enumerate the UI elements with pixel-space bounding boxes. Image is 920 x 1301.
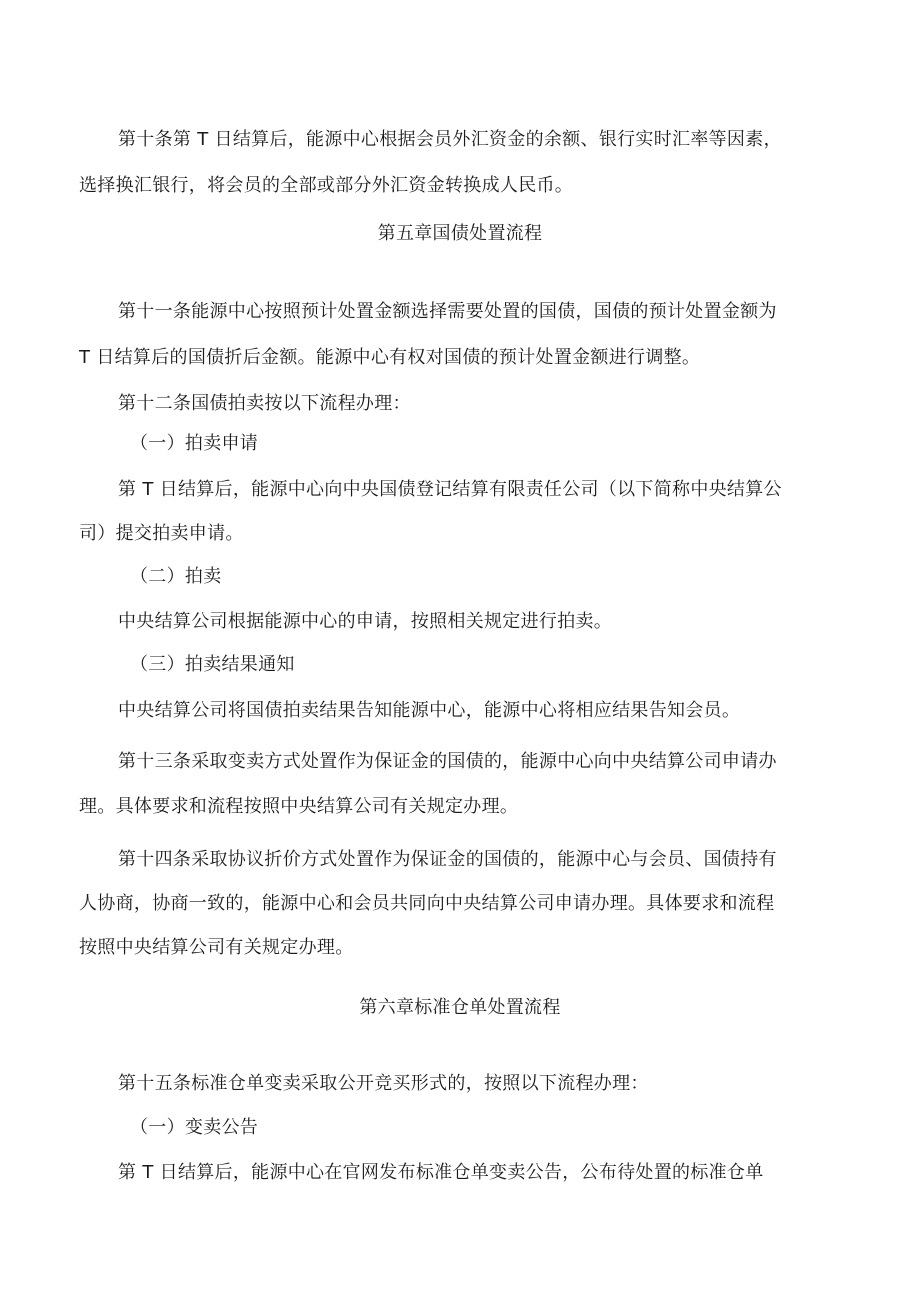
article-14-line-3: 按照中央结算公司有关规定办理。 bbox=[79, 937, 354, 958]
article-10-line-2: 选择换汇银行，将会员的全部或部分外汇资金转换成人民币。 bbox=[79, 175, 574, 196]
article-14-line-1: 第十四条采取协议折价方式处置作为保证金的国债的，能源中心与会员、国债持有 bbox=[118, 849, 777, 870]
chapter-5-title: 第五章国债处置流程 bbox=[377, 223, 543, 244]
article-15-line-1: 第十五条标准仓单变卖采取公开竞买形式的，按照以下流程办理： bbox=[118, 1073, 649, 1094]
article-12-sub-1-line-1: 第 T 日结算后，能源中心向中央国债登记结算有限责任公司（以下简称中央结算公 bbox=[118, 479, 782, 500]
chapter-6-title: 第六章标准仓单处置流程 bbox=[359, 997, 561, 1018]
article-15-sub-1-title: （一）变卖公告 bbox=[130, 1117, 259, 1138]
article-12-sub-3-line-1: 中央结算公司将国债拍卖结果告知能源中心，能源中心将相应结果告知会员。 bbox=[118, 700, 741, 721]
article-11-line-1: 第十一条能源中心按照预计处置金额选择需要处置的国债，国债的预计处置金额为 bbox=[118, 301, 777, 322]
article-12-sub-2-line-1: 中央结算公司根据能源中心的申请，按照相关规定进行拍卖。 bbox=[118, 611, 613, 632]
article-13-line-1: 第十三条采取变卖方式处置作为保证金的国债的，能源中心向中央结算公司申请办 bbox=[118, 751, 777, 772]
article-12-sub-1-title: （一）拍卖申请 bbox=[130, 433, 259, 454]
article-10-line-1: 第十条第 T 日结算后，能源中心根据会员外汇资金的余额、银行实时汇率等因素， bbox=[118, 129, 782, 150]
article-12-line-1: 第十二条国债拍卖按以下流程办理： bbox=[118, 393, 411, 414]
article-11-line-2: T 日结算后的国债折后金额。能源中心有权对国债的预计处置金额进行调整。 bbox=[79, 347, 701, 368]
article-14-line-2: 人协商，协商一致的，能源中心和会员共同向中央结算公司申请办理。具体要求和流程 bbox=[79, 893, 775, 914]
article-13-line-2: 理。具体要求和流程按照中央结算公司有关规定办理。 bbox=[79, 796, 519, 817]
article-12-sub-2-title: （二）拍卖 bbox=[130, 566, 222, 587]
article-15-sub-1-line-1: 第 T 日结算后，能源中心在官网发布标准仓单变卖公告，公布待处置的标准仓单 bbox=[118, 1162, 764, 1183]
article-12-sub-1-line-2: 司）提交拍卖申请。 bbox=[79, 523, 244, 544]
article-12-sub-3-title: （三）拍卖结果通知 bbox=[130, 654, 295, 675]
